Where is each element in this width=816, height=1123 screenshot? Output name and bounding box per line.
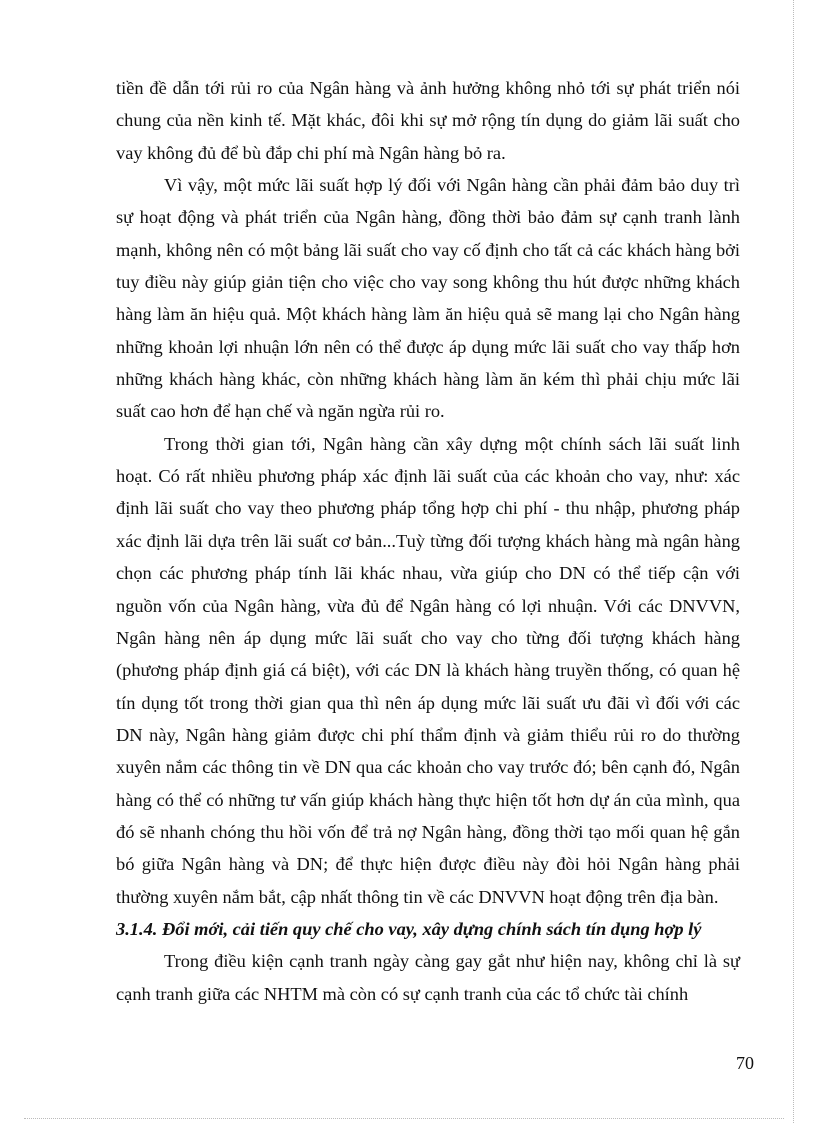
page-border-bottom [24, 1118, 784, 1119]
body-text [116, 72, 740, 1010]
paragraph-flexible-rate: Trong thời gian tới, Ngân hàng cần xây dựng một chính sách lãi suất linh hoạt. Có rất nhiều phương pháp xác định lãi suất của các khoản cho vay, như: xác định lãi suất cho vay theo phương pháp tổng hợp chi phí - thu nhập, phương pháp xác định lãi dựa trên lãi suất cơ bản...Tuỳ từng đối tượng khách hàng mà ngân hàng chọn các phương pháp tính lãi khác nhau, vừa giúp cho DN có thể tiếp cận với nguồn vốn của Ngân hàng, vừa đủ để Ngân hàng có lợi nhuận. Với các DNVVN, Ngân hàng nên áp dụng mức lãi suất cho vay cho từng đối tượng khách hàng (phương pháp định giá cá biệt), với các DN là khách hàng truyền thống, có quan hệ tín dụng tốt trong thời gian qua thì nên áp dụng mức lãi suất ưu đãi vì đối với các DN này, Ngân hàng giảm được chi phí thẩm định và giảm thiểu rủi ro do thường xuyên nắm các thông tin về DN qua các khoản cho vay trước đó; bên cạnh đó, Ngân hàng có thể có những tư vấn giúp khách hàng thực hiện tốt hơn dự án của mình, qua đó sẽ nhanh chóng thu hồi vốn để trả nợ Ngân hàng, đồng thời tạo mối quan hệ gắn bó giữa Ngân hàng và DN; để thực hiện được điều này đòi hỏi Ngân hàng phải thường xuyên nắm bắt, cập nhất thông tin về các DNVVN hoạt động trên địa bàn. [116, 433, 740, 907]
section-heading: 3.1.4. Đổi mới, cải tiến quy chế cho vay, xây dựng chính sách tín dụng hợp lý [116, 918, 702, 939]
paragraph-continuation: tiền đề dẫn tới rủi ro của Ngân hàng và ảnh hưởng không nhỏ tới sự phát triển nói chung của nền kinh tế. Mặt khác, đôi khi sự mở rộng tín dụng do giảm lãi suất cho vay không đủ để bù đắp chi phí mà Ngân hàng bỏ ra. [116, 78, 740, 163]
paragraph-competition: Trong điều kiện cạnh tranh ngày càng gay gắt như hiện nay, không chỉ là sự cạnh tranh giữa các NHTM mà còn có sự cạnh tranh của các tổ chức tài chính [116, 951, 740, 1004]
page-number: 70 [736, 1053, 754, 1073]
page-border-right [793, 0, 794, 1123]
paragraph-interest-rate-policy: Vì vậy, một mức lãi suất hợp lý đối với Ngân hàng cần phải đảm bảo duy trì sự hoạt động và phát triển của Ngân hàng, đồng thời bảo đảm sự cạnh tranh lành mạnh, không nên có một bảng lãi suất cho vay cố định cho tất cả các khách hàng bởi tuy điều này giúp giản tiện cho việc cho vay song không thu hút được những khách hàng làm ăn hiệu quả. Một khách hàng làm ăn hiệu quả sẽ mang lại cho Ngân hàng những khoản lợi nhuận lớn nên có thể được áp dụng mức lãi suất cho vay thấp hơn những khách hàng khác, còn những khách hàng làm ăn kém thì phải chịu mức lãi suất cao hơn để hạn chế và ngăn ngừa rủi ro. [116, 175, 740, 422]
